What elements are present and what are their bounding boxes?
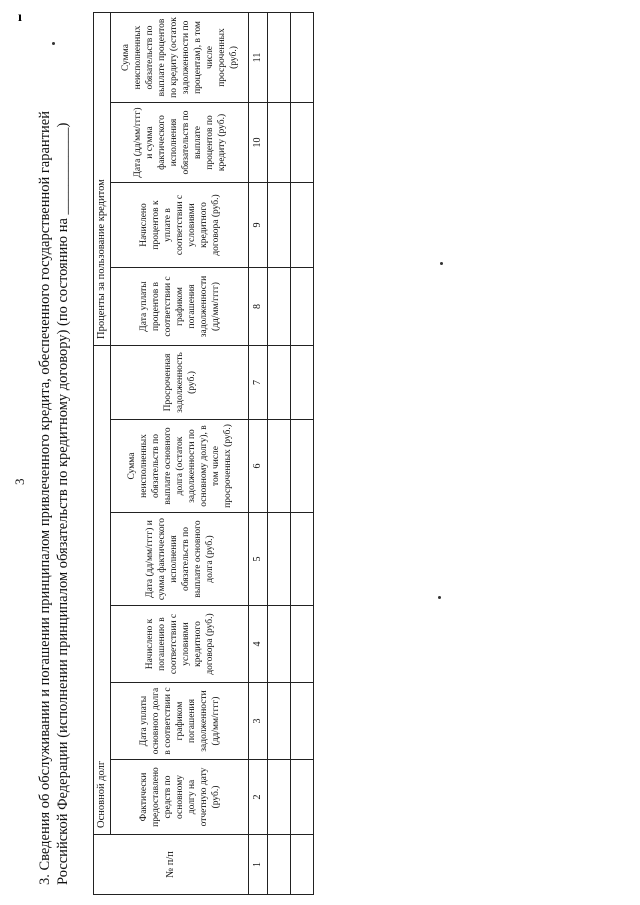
table-cell	[268, 513, 291, 606]
table-row	[268, 12, 291, 894]
header-provided-funds: Фактически предоставлено средств по основному долгу на отчетную дату (руб.)	[111, 760, 249, 835]
table-cell	[291, 835, 314, 895]
group-header-row	[94, 12, 111, 894]
table-cell	[268, 103, 291, 183]
title-line-1: 3. Сведения об обслуживании и погашении принципалом привлеченного кредита, обеспеченного государственной гарантией	[37, 111, 53, 885]
scan-speck	[440, 262, 443, 265]
table-cell	[291, 513, 314, 606]
header-row-number: № п/п	[94, 835, 249, 895]
table-cell	[291, 760, 314, 835]
header-principal-accrued: Начислено к погашению в соответствии с условиями кредитного договора (руб.)	[111, 606, 249, 683]
table-cell	[291, 606, 314, 683]
group-main-debt: Основной долг	[94, 346, 111, 835]
table-cell	[291, 420, 314, 513]
group-interest: Проценты за пользование кредитом	[94, 12, 111, 345]
table-cell	[268, 683, 291, 760]
header-interest-outstanding: Сумма неисполненных обязательств по выплате процентов по кредиту (остаток задолженности по процентам), в том числе просроченных (руб.)	[111, 12, 249, 102]
column-number: 5	[249, 513, 268, 606]
column-number: 1	[249, 835, 268, 895]
header-interest-actual-payment: Дата (дд/мм/гггг) и сумма фактического исполнения обязательств по выплате процентов по кредиту (руб.)	[111, 103, 249, 183]
table-cell	[268, 268, 291, 346]
scan-mark: ı	[18, 10, 22, 25]
table-cell	[291, 183, 314, 268]
column-number: 6	[249, 420, 268, 513]
table-cell	[268, 606, 291, 683]
title-line-2: Российской Федерации (исполнении принципалом обязательств по кредитному договору) (по состоянию на ____________)	[55, 122, 71, 885]
column-number: 7	[249, 346, 268, 420]
column-number: 4	[249, 606, 268, 683]
column-number: 2	[249, 760, 268, 835]
table-cell	[291, 346, 314, 420]
header-principal-actual-payment: Дата (дд/мм/гггг) и сумма фактического исполнения обязательств по выплате основного долга (руб.)	[111, 513, 249, 606]
column-number: 8	[249, 268, 268, 346]
table-cell	[268, 760, 291, 835]
table-cell	[268, 12, 291, 102]
column-number: 10	[249, 103, 268, 183]
header-principal-outstanding: Сумма неисполненных обязательств по выплате основного долга (остаток задолженности по основному долгу), в том числе просроченных (руб.)	[111, 420, 249, 513]
header-principal-payment-date: Дата уплаты основного долга в соответствии с графиком погашения задолженности (дд/мм/гггг)	[111, 683, 249, 760]
column-number: 11	[249, 12, 268, 102]
table-cell	[268, 346, 291, 420]
column-header-row	[111, 12, 249, 894]
section-title	[36, 5, 72, 885]
page-number: 3	[12, 478, 27, 485]
column-number: 9	[249, 183, 268, 268]
table-cell	[291, 683, 314, 760]
table-cell	[291, 103, 314, 183]
table-cell	[268, 835, 291, 895]
column-number: 3	[249, 683, 268, 760]
header-interest-payment-date: Дата уплаты процентов в соответствии с графиком погашения задолженности (дд/мм/гггг)	[111, 268, 249, 346]
table-cell	[291, 12, 314, 102]
table-cell	[268, 183, 291, 268]
scan-speck	[438, 596, 441, 599]
scan-speck	[52, 42, 55, 45]
loan-servicing-table	[93, 12, 314, 895]
column-number-row	[249, 12, 268, 894]
header-interest-accrued: Начислено процентов к уплате в соответствии с условиями кредитного договора (руб.)	[111, 183, 249, 268]
table-row	[291, 12, 314, 894]
table-cell	[291, 268, 314, 346]
table-cell	[268, 420, 291, 513]
header-overdue-debt: Просроченная задолженность (руб.)	[111, 346, 249, 420]
